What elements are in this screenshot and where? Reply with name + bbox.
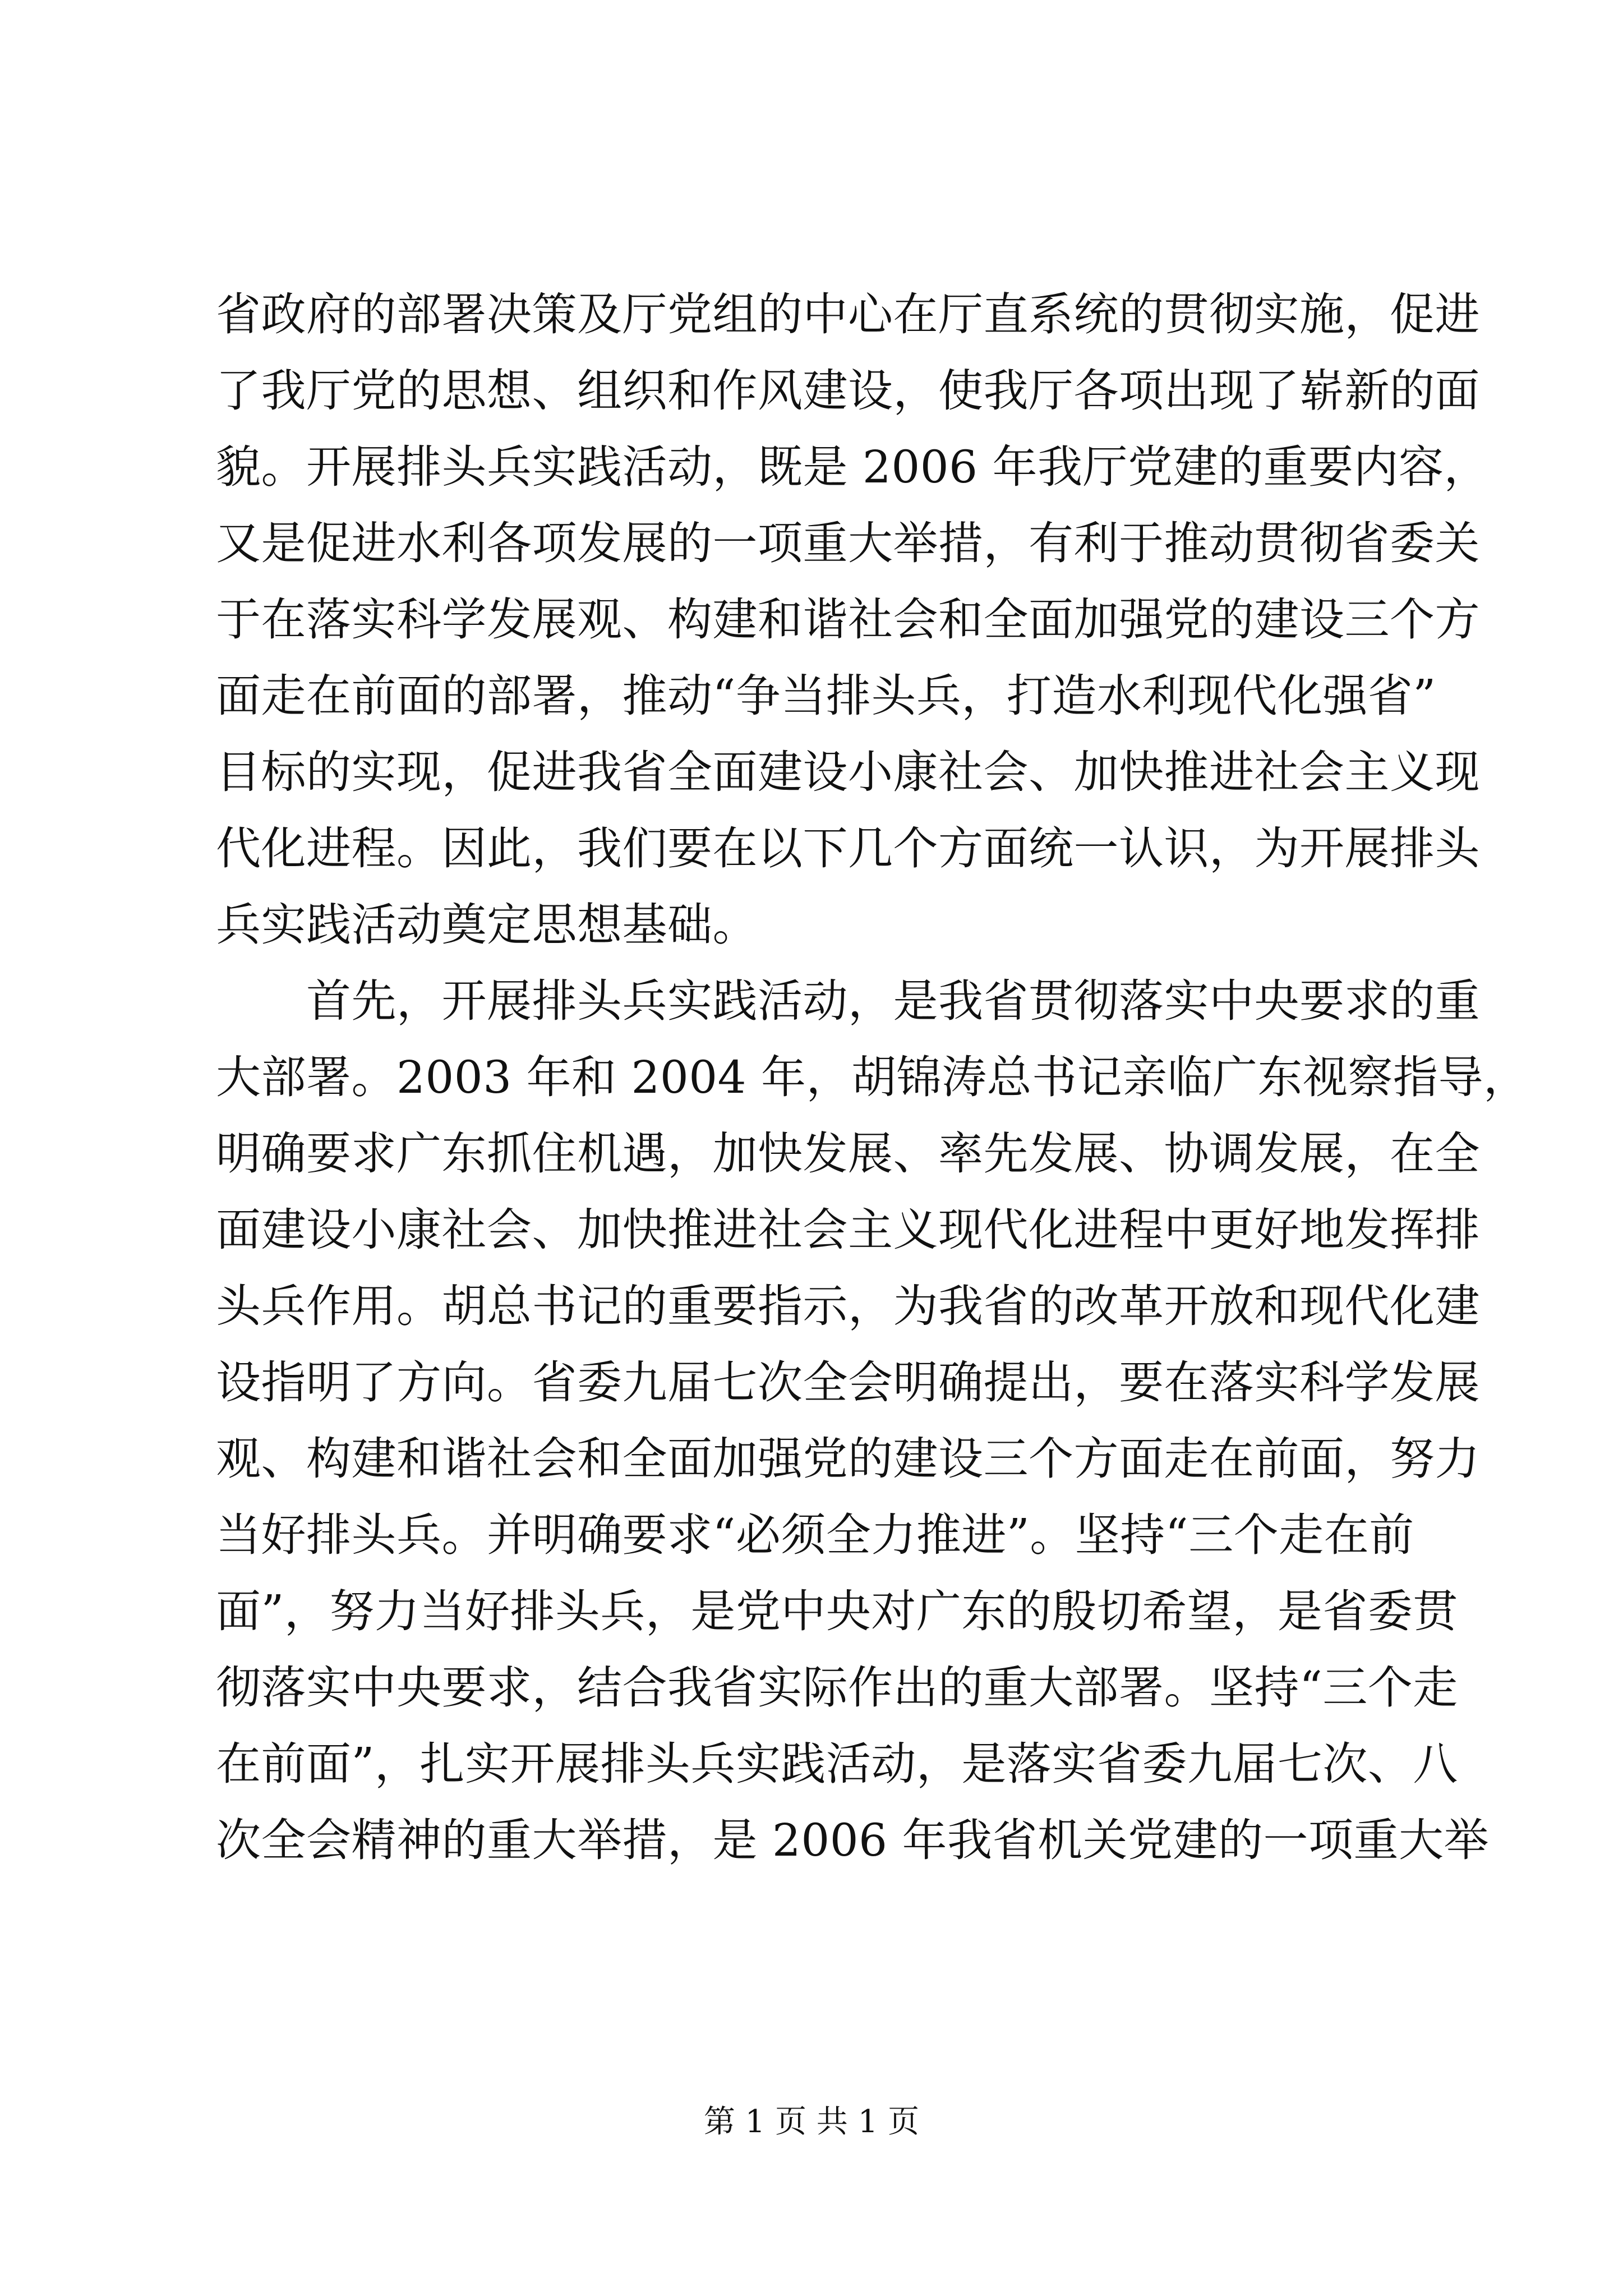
body-text-line: 次全会精神的重大举措，是 2006 年我省机关党建的一项重大举 [216, 1814, 1489, 1866]
body-text-line: 代化进程。因此，我们要在以下几个方面统一认识，为开展排头 [216, 822, 1480, 875]
body-text-line: 貌。开展排头兵实践活动，既是 2006 年我厅党建的重要内容， [216, 441, 1489, 493]
paragraph-start-line: 首先，开展排头兵实践活动，是我省贯彻落实中央要求的重 [216, 975, 1480, 1027]
body-text-line: 彻落实中央要求，结合我省实际作出的重大部署。坚持“三个走 [216, 1662, 1458, 1714]
body-text-line: 面”，努力当好排头兵，是党中央对广东的殷切希望，是省委贯 [216, 1585, 1458, 1637]
page-footer: 第 1 页 共 1 页 [703, 2104, 920, 2140]
body-text-line: 面走在前面的部署，推动“争当排头兵，打造水利现代化强省” [216, 670, 1436, 722]
body-text-line: 明确要求广东抓住机遇，加快发展、率先发展、协调发展，在全 [216, 1128, 1480, 1180]
body-text-line: 于在落实科学发展观、构建和谐社会和全面加强党的建设三个方 [216, 593, 1480, 646]
body-text-line: 观、构建和谐社会和全面加强党的建设三个方面走在前面，努力 [216, 1433, 1480, 1485]
body-text-line: 头兵作用。胡总书记的重要指示，为我省的改革开放和现代化建 [216, 1280, 1480, 1332]
body-text-line: 大部署。2003 年和 2004 年，胡锦涛总书记亲临广东视察指导， [216, 1051, 1529, 1103]
body-text-line: 兵实践活动奠定思想基础。 [216, 899, 758, 951]
body-text-line: 了我厅党的思想、组织和作风建设，使我厅各项出现了崭新的面 [216, 365, 1480, 417]
body-text-line: 目标的实现，促进我省全面建设小康社会、加快推进社会主义现 [216, 746, 1480, 798]
body-text-line: 当好排头兵。并明确要求“必须全力推进”。坚持“三个走在前 [216, 1509, 1414, 1561]
body-text-line: 在前面”，扎实开展排头兵实践活动，是落实省委九届七次、八 [216, 1738, 1458, 1790]
body-text-line: 面建设小康社会、加快推进社会主义现代化进程中更好地发挥排 [216, 1204, 1480, 1256]
body-text-line: 又是促进水利各项发展的一项重大举措，有利于推动贯彻省委关 [216, 517, 1480, 569]
body-text-line: 设指明了方向。省委九届七次全会明确提出，要在落实科学发展 [216, 1356, 1480, 1409]
body-text-line: 省政府的部署决策及厅党组的中心在厅直系统的贯彻实施，促进 [216, 288, 1480, 341]
